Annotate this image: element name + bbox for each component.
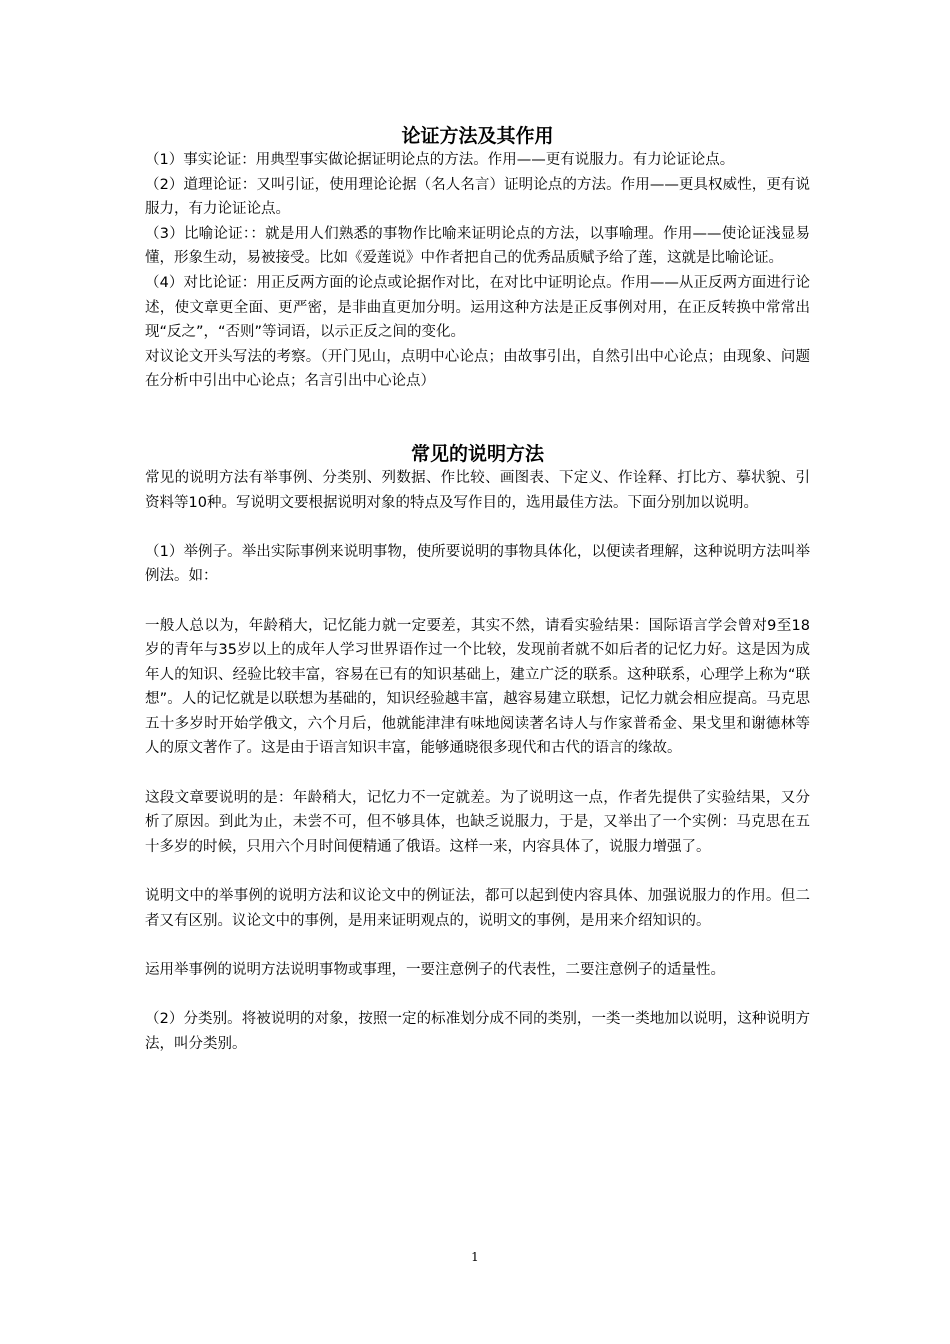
document-page (145, 124, 810, 1056)
paragraph-example-text: 一般人总以为，年龄稍大，记忆能力就一定要差，其实不然，请看实验结果：国际语言学会曾对9至18岁的青年与35岁以上的成年人学习世界语作过一个比较，发现前者就不如后者的记忆力好。这是因为成年人的知识、经验比较丰富，容易在已有的知识基础上，建立广泛的联系。这种联系，心理学上称为“联想”。人的记忆就是以联想为基础的，知识经验越丰富，越容易建立联想，记忆力就会相应提高。马克思五十多岁时开始学俄文，六个月后，他就能津津有味地阅读著名诗人与作家普希金、果戈里和谢德林等人的原文著作了。这是由于语言知识丰富，能够通晓很多现代和古代的语言的缘故。 (145, 617, 810, 757)
section-title-argument-methods: 论证方法及其作用 (401, 125, 554, 147)
paragraph-example-analysis: 这段文章要说明的是：年龄稍大，记忆力不一定就差。为了说明这一点，作者先提供了实验结果，又分析了原因。到此为止，未尝不可，但不够具体，也缺乏说服力，于是，又举出了一个实例：马克思在五十多岁的时候，只用六个月时间便精通了俄语。这样一来，内容具体了，说服力增强了。 (145, 789, 810, 855)
paragraph-example-notes: 运用举事例的说明方法说明事物或事理，一要注意例子的代表性，二要注意例子的适量性。 (145, 961, 725, 978)
paragraph-classification-method: （2）分类别。将被说明的对象，按照一定的标准划分成不同的类别，一类一类地加以说明，这种说明方法，叫分类别。 (145, 1011, 810, 1052)
paragraph-example-method: （1）举例子。举出实际事例来说明事物，使所要说明的事物具体化，以便读者理解，这种说明方法叫举例法。如： (145, 543, 810, 585)
page-number: 1 (471, 1250, 479, 1264)
paragraph-contrast-argument: （4）对比论证：用正反两方面的论点或论据作对比，在对比中证明论点。作用——从正反两方面进行论述，使文章更全面、更严密，是非曲直更加分明。运用这种方法是正反事例对用，在正反转换中常常出现“反之”，“否则”等词语，以示正反之间的变化。 (145, 274, 810, 341)
paragraph-metaphor-argument: （3）比喻论证：：就是用人们熟悉的事物作比喻来证明论点的方法，以事喻理。作用——使论证浅显易懂，形象生动，易被接受。比如《爱莲说》中作者把自己的优秀品质赋予给了莲，这就是比喻论证。 (145, 225, 810, 267)
paragraph-fact-argument: （1）事实论证：用典型事实做论据证明论点的方法。作用——更有说服力。有力论证论点。 (145, 152, 735, 168)
section-title-explanation-methods: 常见的说明方法 (410, 442, 544, 465)
paragraph-methods-overview: 常见的说明方法有举事例、分类别、列数据、作比较、画图表、下定义、作诠释、打比方、摹状貌、引资料等10种。写说明文要根据说明对象的特点及写作目的，选用最佳方法。下面分别加以说明。 (145, 469, 810, 511)
paragraph-example-comparison: 说明文中的举事例的说明方法和议论文中的例证法，都可以起到使内容具体、加强说服力的作用。但二者又有区别。议论文中的事例，是用来证明观点的，说明文的事例，是用来介绍知识的。 (145, 888, 810, 929)
paragraph-reason-argument: （2）道理论证：又叫引证，使用理论论据（名人名言）证明论点的方法。作用——更具权威性，更有说服力，有力论证论点。 (145, 176, 810, 218)
paragraph-opening-methods: 对议论文开头写法的考察。（开门见山，点明中心论点；由故事引出，自然引出中心论点；由现象、问题在分析中引出中心论点；名言引出中心论点） (145, 348, 810, 390)
